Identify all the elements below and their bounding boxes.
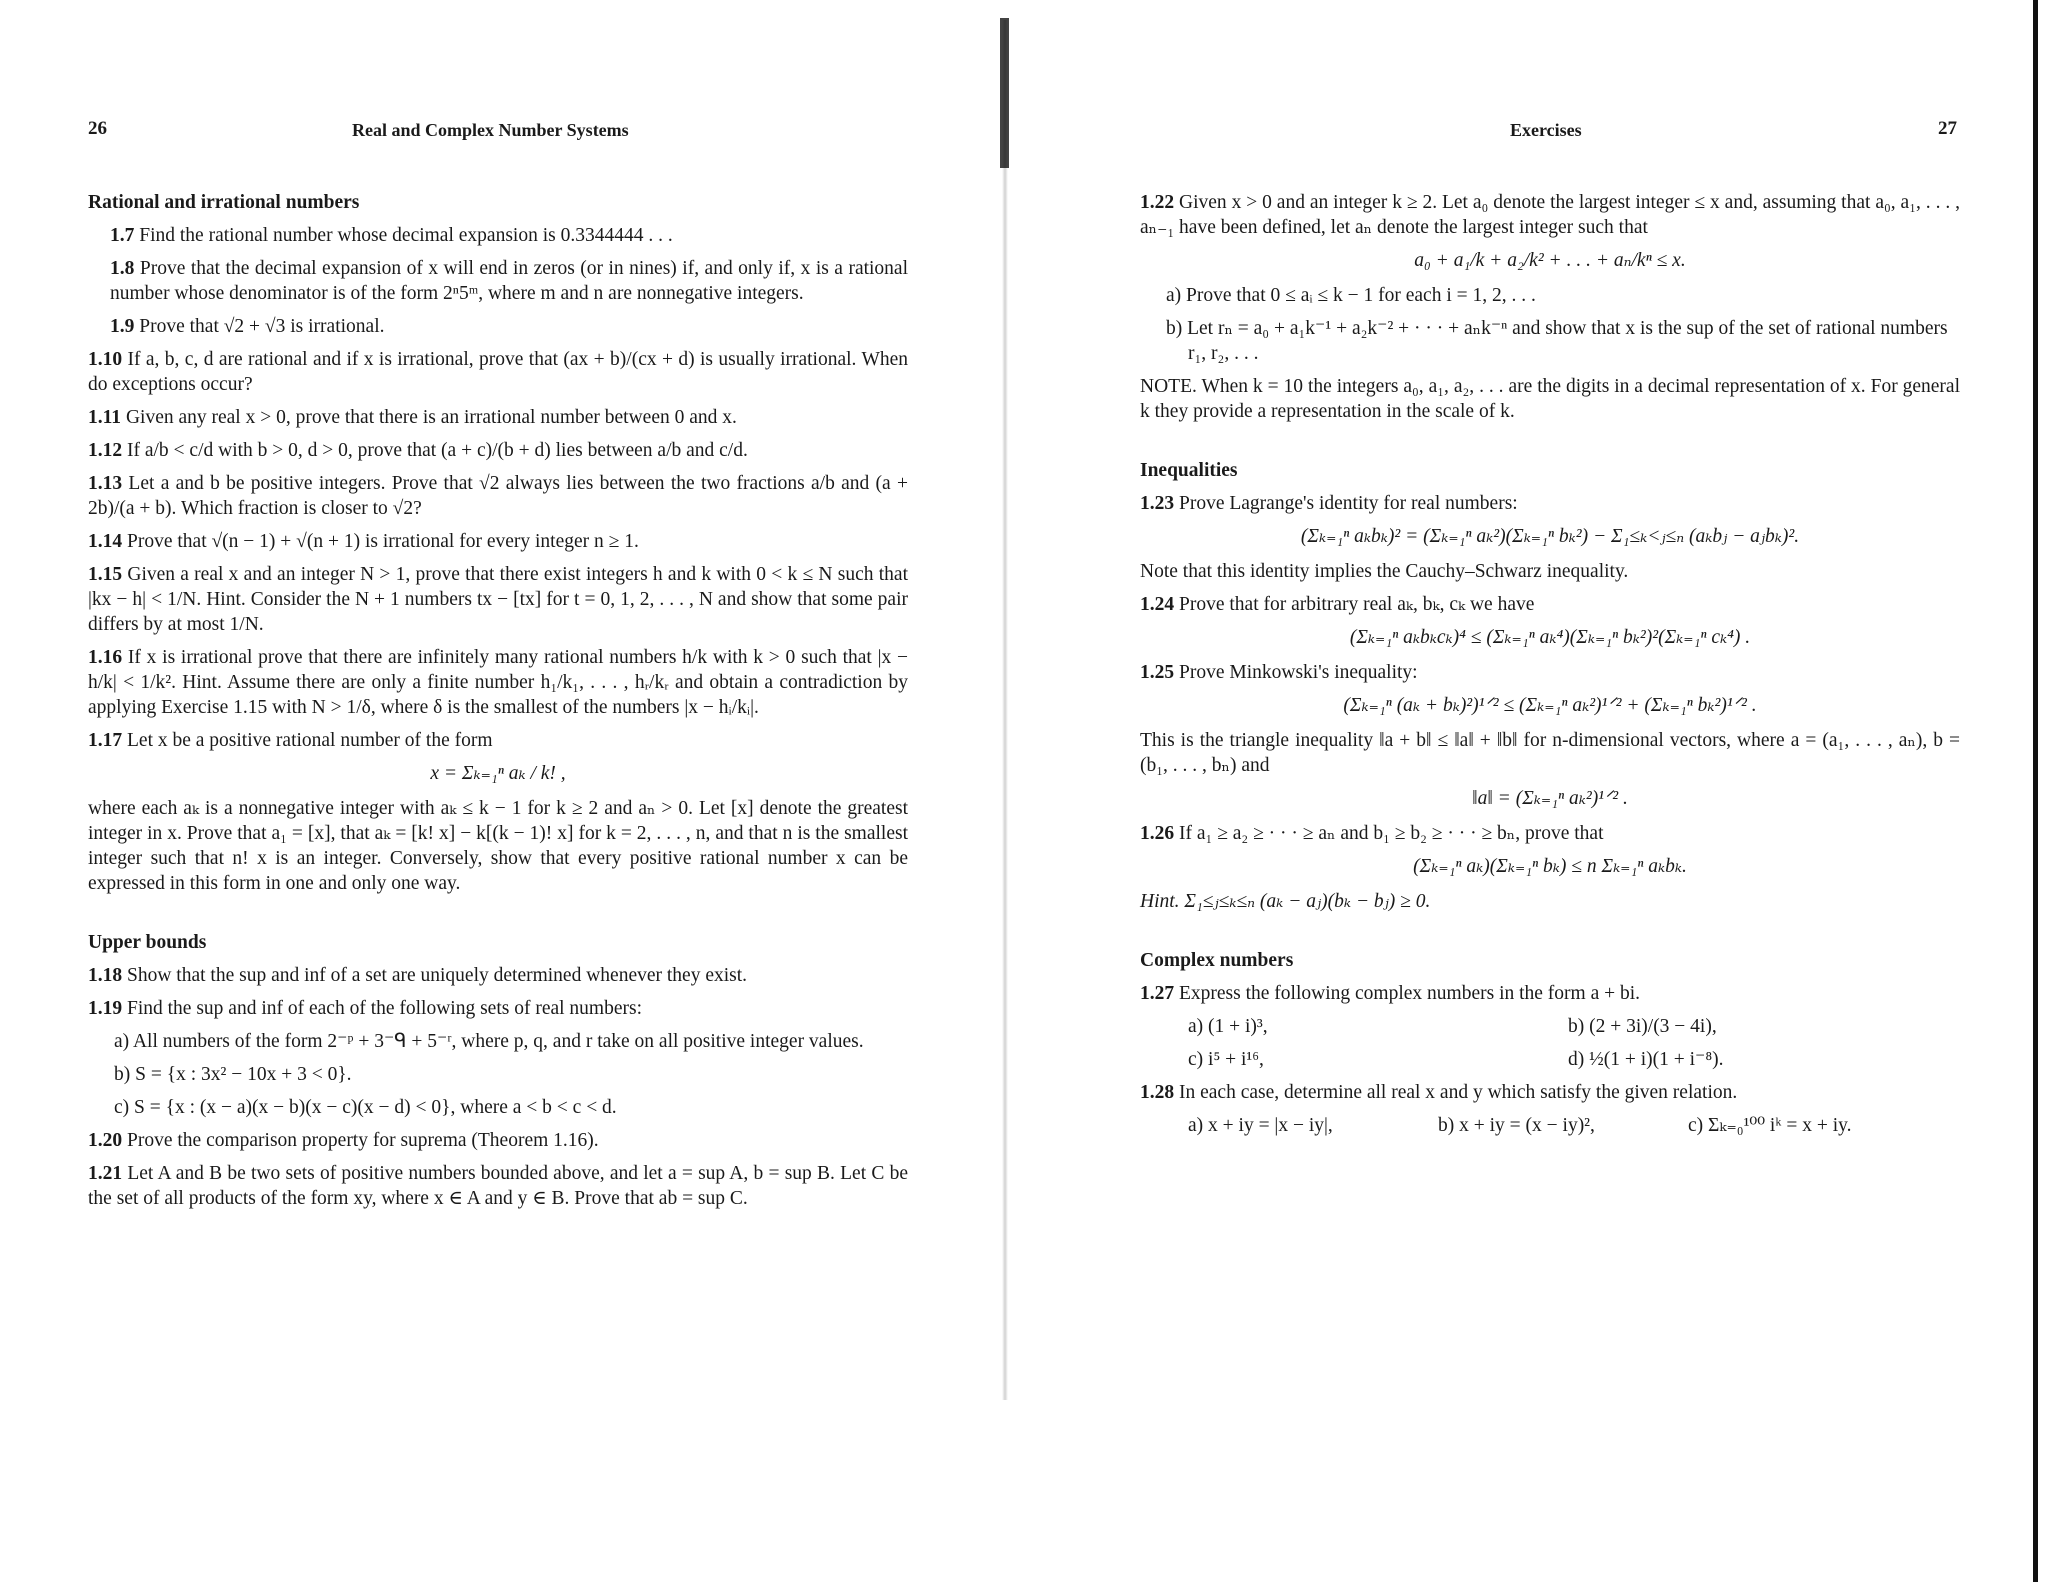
- exercise-1-24: 1.24 Prove that for arbitrary real aₖ, bₖ, cₖ we have: [1140, 594, 1535, 615]
- equation-norm: ‖a‖ = (Σₖ₌₁ⁿ aₖ²)¹ᐟ² .: [1472, 788, 1628, 809]
- exercise-1-10: 1.10 If a, b, c, d are rational and if x is irrational, prove that (ax + b)/(cx + d) is usually irrational. When do exceptions occur?: [88, 349, 909, 395]
- exercise-1-7: 1.7 Find the rational number whose decimal expansion is 0.3344444 . . .: [110, 225, 673, 246]
- section-heading: Upper bounds: [88, 932, 207, 953]
- right-page: [1000, 0, 2048, 1582]
- left-column: [88, 190, 908, 1219]
- equation-1-26: (Σₖ₌₁ⁿ aₖ)(Σₖ₌₁ⁿ bₖ) ≤ n Σₖ₌₁ⁿ aₖbₖ.: [1413, 856, 1687, 877]
- hint-1-26: Hint. Σ₁≤ⱼ≤ₖ≤ₙ (aₖ − aⱼ)(bₖ − bⱼ) ≥ 0.: [1140, 891, 1431, 912]
- equation-1-17: x = Σₖ₌₁ⁿ aₖ / k! ,: [430, 763, 566, 784]
- exercise-1-16: 1.16 If x is irrational prove that there are infinitely many rational numbers h/k with k > 0 such that |x − h/k| < 1/k². Hint. Assume there are only a finite number h₁/k₁, . . . , hᵣ/kᵣ and obtain a contradiction by applying Exercise 1.15 with N > 1/δ, where δ is the smallest of the numbers |x − hᵢ/kᵢ|.: [88, 647, 908, 718]
- section-heading: Complex numbers: [1140, 950, 1294, 971]
- exercise-1-25: 1.25 Prove Minkowski's inequality:: [1140, 662, 1418, 683]
- exercise-1-22-b: b) Let rₙ = a₀ + a₁k⁻¹ + a₂k⁻² + · · · + aₙk⁻ⁿ and show that x is the sup of the set of rational numbers r₁, r₂, . . .: [1166, 318, 1948, 364]
- exercise-1-19: 1.19 Find the sup and inf of each of the following sets of real numbers:: [88, 998, 643, 1019]
- exercise-1-28-c: c) Σₖ₌₀¹⁰⁰ iᵏ = x + iy.: [1688, 1115, 1852, 1136]
- exercise-1-8: 1.8 Prove that the decimal expansion of x will end in zeros (or in nines) if, and only if, x is a rational number whose denominator is of the form 2ⁿ5ᵐ, where m and n are nonnegative integers.: [110, 258, 909, 304]
- exercise-1-12: 1.12 If a/b < c/d with b > 0, d > 0, prove that (a + c)/(b + d) lies between a/b and c/d.: [88, 440, 748, 461]
- exercise-1-28-a: a) x + iy = |x − iy|,: [1188, 1115, 1333, 1136]
- page-number: 27: [1938, 118, 1957, 139]
- exercise-1-19-b: b) S = {x : 3x² − 10x + 3 < 0}.: [114, 1064, 352, 1085]
- equation-1-22: a₀ + a₁/k + a₂/k² + . . . + aₙ/kⁿ ≤ x.: [1414, 250, 1686, 271]
- exercise-1-27-d: d) ½(1 + i)(1 + i⁻⁸).: [1568, 1049, 1724, 1070]
- exercise-1-18: 1.18 Show that the sup and inf of a set are uniquely determined whenever they exist.: [88, 965, 748, 986]
- exercise-1-17-continued: where each aₖ is a nonnegative integer with aₖ ≤ k − 1 for k ≥ 2 and aₙ > 0. Let [x] denote the greatest integer in x. Prove that a₁ = [x], that aₖ = [k! x] − k[(k − 1)! x] for k = 2, . . . , n, and that n is the smallest integer such that n! x is an integer. Conversely, show that every positive rational number x can be expressed in this form in one and only one way.: [88, 798, 908, 894]
- exercise-1-20: 1.20 Prove the comparison property for suprema (Theorem 1.16).: [88, 1130, 599, 1151]
- exercise-1-28-parts: [1188, 1113, 1960, 1138]
- exercise-1-15: 1.15 Given a real x and an integer N > 1, prove that there exist integers h and k with 0 < k ≤ N such that |kx − h| < 1/N. Hint. Consider the N + 1 numbers tx − [tx] for t = 0, 1, 2, . . . , N and show that some pair differs by at most 1/N.: [88, 564, 908, 635]
- exercise-1-9: 1.9 Prove that √2 + √3 is irrational.: [110, 316, 385, 337]
- exercise-1-27-row-2: [1188, 1047, 1960, 1072]
- exercise-1-27-a: a) (1 + i)³,: [1188, 1016, 1268, 1037]
- running-head: Real and Complex Number Systems: [352, 120, 629, 140]
- exercise-1-13: 1.13 Let a and b be positive integers. Prove that √2 always lies between the two fractions a/b and (a + 2b)/(a + b). Which fraction is closer to √2?: [88, 473, 908, 519]
- exercise-1-14: 1.14 Prove that √(n − 1) + √(n + 1) is irrational for every integer n ≥ 1.: [88, 531, 639, 552]
- exercise-1-11: 1.11 Given any real x > 0, prove that there is an irrational number between 0 and x.: [88, 407, 737, 428]
- exercise-1-17: 1.17 Let x be a positive rational number of the form: [88, 730, 493, 751]
- exercise-1-27-b: b) (2 + 3i)/(3 − 4i),: [1568, 1016, 1717, 1037]
- exercise-1-19-c: c) S = {x : (x − a)(x − b)(x − c)(x − d) < 0}, where a < b < c < d.: [114, 1097, 617, 1118]
- left-page: [0, 0, 1000, 1582]
- equation-1-24: (Σₖ₌₁ⁿ aₖbₖcₖ)⁴ ≤ (Σₖ₌₁ⁿ aₖ⁴)(Σₖ₌₁ⁿ bₖ²)²(Σₖ₌₁ⁿ cₖ⁴) .: [1349, 627, 1751, 648]
- equation-1-23: (Σₖ₌₁ⁿ aₖbₖ)² = (Σₖ₌₁ⁿ aₖ²)(Σₖ₌₁ⁿ bₖ²) − Σ₁≤ₖ<ⱼ≤ₙ (aₖbⱼ − aⱼbₖ)².: [1300, 526, 1800, 547]
- exercise-1-27-row-1: [1188, 1014, 1960, 1039]
- page-number: 26: [88, 118, 107, 139]
- exercise-1-27-c: c) i⁵ + i¹⁶,: [1188, 1049, 1264, 1070]
- running-head: Exercises: [1510, 120, 1582, 140]
- exercise-1-28-b: b) x + iy = (x − iy)²,: [1438, 1115, 1595, 1136]
- exercise-1-22: 1.22 Given x > 0 and an integer k ≥ 2. Let a₀ denote the largest integer ≤ x and, assuming that a₀, a₁, . . . , aₙ₋₁ have been defined, let aₙ denote the largest integer such that: [1140, 192, 1960, 238]
- exercise-1-27: 1.27 Express the following complex numbers in the form a + bi.: [1140, 983, 1641, 1004]
- section-heading: Inequalities: [1140, 460, 1238, 481]
- cauchy-schwarz-note: Note that this identity implies the Cauchy–Schwarz inequality.: [1140, 561, 1629, 582]
- exercise-1-21: 1.21 Let A and B be two sets of positive numbers bounded above, and let a = sup A, b = sup B. Let C be the set of all products of the form xy, where x ∈ A and y ∈ B. Prove that ab = sup C.: [88, 1163, 908, 1209]
- exercise-1-26: 1.26 If a₁ ≥ a₂ ≥ · · · ≥ aₙ and b₁ ≥ b₂ ≥ · · · ≥ bₙ, prove that: [1140, 823, 1604, 844]
- exercise-1-28: 1.28 In each case, determine all real x and y which satisfy the given relation.: [1140, 1082, 1738, 1103]
- triangle-inequality-text: This is the triangle inequality ‖a + b‖ ≤ ‖a‖ + ‖b‖ for n-dimensional vectors, where a = (a₁, . . . , aₙ), b = (b₁, . . . , bₙ) and: [1140, 730, 1960, 776]
- exercise-1-22-a: a) Prove that 0 ≤ aᵢ ≤ k − 1 for each i = 1, 2, . . .: [1166, 285, 1536, 306]
- exercise-1-19-a: a) All numbers of the form 2⁻ᵖ + 3⁻ᑫ + 5⁻ʳ, where p, q, and r take on all positive integer values.: [114, 1031, 864, 1052]
- note: NOTE. When k = 10 the integers a₀, a₁, a₂, . . . are the digits in a decimal representation of x. For general k they provide a representation in the scale of k.: [1140, 376, 1960, 422]
- equation-1-25: (Σₖ₌₁ⁿ (aₖ + bₖ)²)¹ᐟ² ≤ (Σₖ₌₁ⁿ aₖ²)¹ᐟ² + (Σₖ₌₁ⁿ bₖ²)¹ᐟ² .: [1343, 695, 1757, 716]
- section-heading: Rational and irrational numbers: [88, 192, 360, 213]
- right-column: [1140, 190, 1960, 1146]
- exercise-1-23: 1.23 Prove Lagrange's identity for real numbers:: [1140, 493, 1518, 514]
